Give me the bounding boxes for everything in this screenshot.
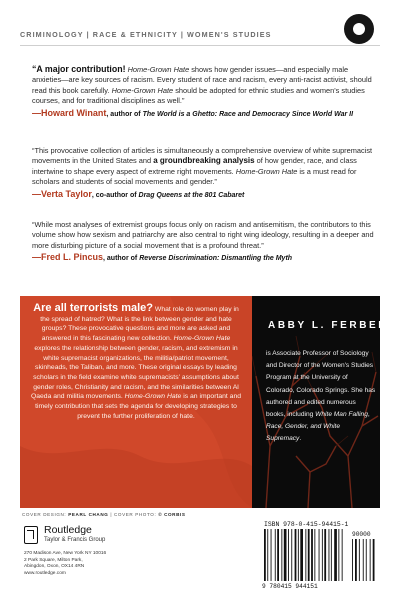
attribution-prefix: , co-author of — [91, 191, 139, 199]
design-label: COVER DESIGN: — [22, 512, 67, 517]
price-barcode-bar — [359, 539, 360, 581]
publisher-name: Routledge — [44, 524, 92, 536]
address-line: Abingdon, Oxon, OX14 4RN — [24, 564, 85, 570]
barcode-bar — [288, 529, 289, 581]
price-barcode-bar — [370, 539, 371, 581]
attribution-prefix: , author of — [103, 255, 140, 263]
book-title: White Man Falling — [315, 411, 368, 419]
description-body: is an important and timely contribution that sets the agenda for developing strategies to prevent the further proliferation of hate. — [35, 393, 242, 420]
description-body: What role do women play in the spread of hatred? What is the link between gender and hate groups? These provocative questions and more are asked and answered in this fascinating new collection. — [40, 306, 239, 343]
barcode-bar — [300, 529, 303, 581]
barcode-bar — [291, 529, 292, 581]
endorsement-quote-1 — [32, 64, 378, 120]
book-title: Home-Grown Hate — [127, 65, 190, 74]
attribution-dash: — — [32, 107, 41, 118]
photo-label: | COVER PHOTO: — [110, 512, 157, 517]
header-divider — [20, 45, 380, 46]
barcode-bar — [275, 529, 276, 581]
photo-credit: © CORBIS — [158, 512, 186, 517]
barcode-bar — [267, 529, 268, 581]
author-name: ABBY L. FERBER — [268, 320, 389, 331]
barcode-bar — [298, 529, 299, 581]
publisher-seal-logo — [344, 14, 374, 44]
book-title: Home-Grown Hate — [111, 85, 174, 95]
category-list: CRIMINOLOGY | RACE & ETHNICITY | WOMEN'S STUDIES — [20, 30, 272, 39]
barcode-bar — [271, 529, 272, 581]
barcode-bar — [264, 529, 266, 581]
author-bio — [266, 348, 376, 446]
description-lead: Are all terrorists male? — [33, 302, 154, 314]
description-body: explores the relationship between gender, racism, and extremism in white supremacist organizations, the militia/patriot movement, skinheads, the Taliban, and more. These original essays by leading scholars in the field examine white supremacists' assumptions about gender roles, Christianity and racism, and the similarities between Al Qaeda and militia movements. — [30, 344, 239, 401]
attribution-work: Drag Queens at the 801 Cabaret — [138, 191, 245, 199]
quote-text: shows how gender issues—and especially male anxieties—are key sources of racism. Every student of race and racism, every anti-racist activist, should read this book carefully. — [32, 65, 372, 95]
barcode-bar — [329, 529, 330, 581]
cover-credits — [22, 512, 252, 517]
quote-text: of how gender, race, and class intertwine to shape every aspect of extreme right movements. — [32, 156, 357, 176]
endorsement-quote-2 — [32, 146, 378, 201]
barcode-bar — [277, 529, 279, 581]
attribution-work: Reverse Discrimination: Dismantling the Myth — [139, 255, 293, 263]
quote-attribution — [32, 252, 378, 264]
barcode-bar — [319, 529, 320, 581]
book-title: Race, Gender, and White Supremacy — [266, 423, 341, 443]
address-line: 2 Park Square, Milton Park, — [24, 557, 83, 563]
quote-attribution — [32, 108, 378, 120]
book-title: Home-Grown Hate — [124, 393, 182, 401]
quote-highlight: a groundbreaking analysis — [153, 156, 255, 166]
attribution-name: Fred L. Pincus — [41, 252, 104, 263]
quote-lead: “A major contribution! — [32, 64, 126, 74]
price-barcode-bar — [366, 539, 367, 581]
attribution-name: Howard Winant — [41, 107, 107, 118]
barcode-bar — [305, 529, 306, 581]
author-bio-text: . — [299, 435, 302, 443]
attribution-dash: — — [32, 188, 41, 199]
price-code: 90000 — [352, 531, 371, 538]
quote-text: “This provocative collection of articles is simultaneously a comprehensive overview of white supremacist movements in the United States and — [32, 146, 373, 166]
price-barcode-bar — [363, 539, 364, 581]
endorsement-quote-3 — [32, 220, 378, 264]
isbn-barcode — [262, 529, 380, 583]
barcode-bar — [311, 529, 313, 581]
price-barcode-bar — [352, 539, 353, 581]
barcode-digits: 9 780415 944151 — [262, 583, 318, 590]
price-barcode-bar — [355, 539, 357, 581]
barcode-bar — [281, 529, 282, 581]
isbn-label: ISBN 978-0-415-94415-1 — [264, 521, 349, 528]
barcode-bar — [334, 529, 337, 581]
address-line: www.routledge.com — [24, 570, 66, 576]
address-line: 270 Madison Ave, New York NY 10016 — [24, 551, 107, 556]
publisher-address — [24, 551, 174, 577]
quote-text: is a must read for scholars and students of social movements and gender.” — [32, 166, 357, 187]
author-bio-text: is Associate Professor of Sociology and Director of the Women's Studies Program at the University of Colorado, Colorado Springs. She has authored and edited numerous books, including — [266, 350, 376, 419]
barcode-bar — [338, 529, 339, 581]
book-title: Home-Grown Hate — [235, 166, 298, 176]
attribution-name: Verta Taylor — [41, 188, 92, 199]
barcode-bar — [342, 529, 343, 581]
barcode-bar — [331, 529, 332, 581]
routledge-logo-icon — [24, 526, 38, 544]
book-title: Home-Grown Hate — [173, 335, 231, 343]
barcode-bar — [324, 529, 326, 581]
quote-text: “While most analyses of extremist groups focus only on racism and antisemitism, the contributors to this volume show how sexism and patriarchy are also central to right wing ideology, resulting in a deeper and more disturbing picture of a social movement that is a profound threat.” — [32, 220, 374, 250]
quote-attribution — [32, 189, 378, 201]
price-barcode-bar — [373, 539, 375, 581]
quote-text: should be adopted for ethnic studies and women's studies courses, and for traditional disciplines as well.” — [32, 85, 365, 106]
barcode-bar — [314, 529, 315, 581]
description-panel — [20, 296, 252, 508]
publisher-group: Taylor & Francis Group — [44, 537, 106, 543]
attribution-work: The World is a Ghetto: Race and Democracy Since World War II — [142, 110, 354, 118]
author-bio-text: , — [367, 411, 370, 419]
designer-name: PEARL CHANG — [68, 512, 109, 517]
barcode-bar — [322, 529, 323, 581]
barcode-bar — [295, 529, 297, 581]
description-text — [28, 304, 244, 421]
barcode-bar — [284, 529, 287, 581]
barcode-bar — [308, 529, 310, 581]
attribution-dash: — — [32, 252, 41, 263]
attribution-prefix: , author of — [106, 110, 143, 118]
